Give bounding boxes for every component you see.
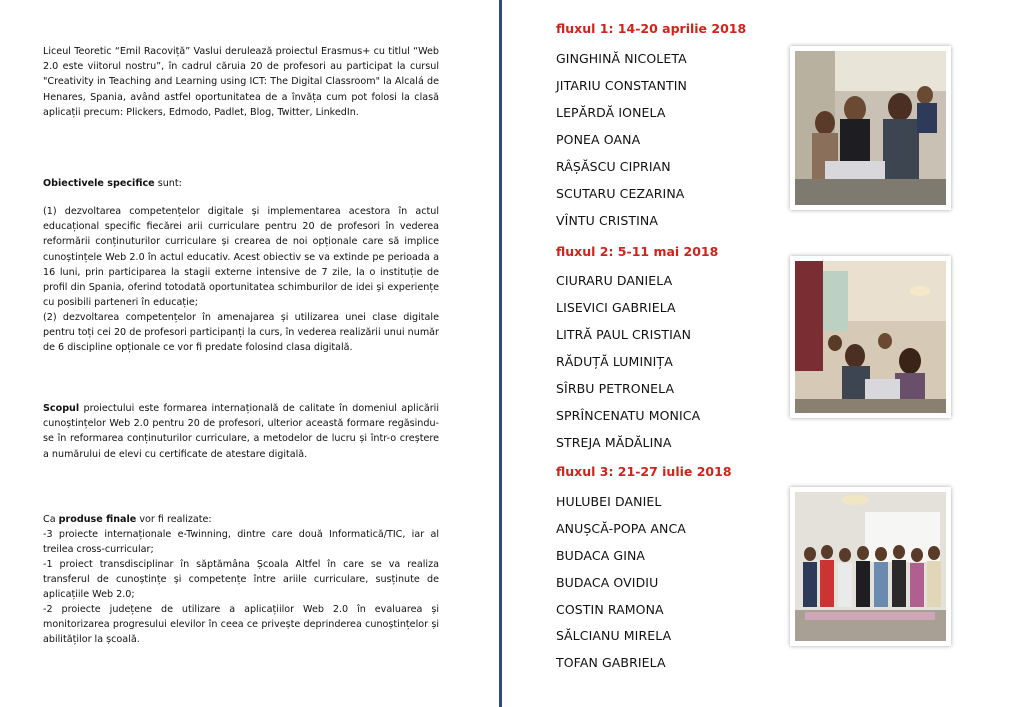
flow-3-name: BUDACA OVIDIU	[556, 575, 659, 590]
flow-1-title: fluxul 1: 14-20 aprilie 2018	[556, 21, 747, 36]
flow-1-name: GINGHINĂ NICOLETA	[556, 51, 687, 66]
flow-2-name: LITRĂ PAUL CRISTIAN	[556, 327, 692, 342]
flow-2-title: fluxul 2: 5-11 mai 2018	[556, 244, 719, 259]
flow-1-name: RÂȘĂSCU CIPRIAN	[556, 159, 671, 174]
flow-3-photo	[790, 487, 951, 646]
flow-2-name: LISEVICI GABRIELA	[556, 300, 676, 315]
product-2: -1 proiect transdisciplinar în săptămâna Școala Altfel în care se va realiza transferul de cunoștințe și competențe între ariile curriculare, susținute de aplicațiile Web 2.0;	[43, 559, 439, 601]
page-divider	[499, 0, 502, 707]
classroom-photo-1	[795, 51, 946, 205]
flow-3-name: HULUBEI DANIEL	[556, 494, 662, 509]
scope-paragraph	[43, 401, 439, 462]
objective-2: (2) dezvoltarea competențelor în amenajarea și utilizarea unei clase digitale pentru toți cei 20 de profesori participanți la curs, în vederea realizării unui număr de 6 discipline opționale ce vor fi predate folosind clasa digitală.	[43, 312, 439, 354]
flow-2-name: STREJA MĂDĂLINA	[556, 435, 672, 450]
flow-2-name: CIURARU DANIELA	[556, 273, 673, 288]
objectives-heading: Obiectivele specifice	[43, 178, 155, 189]
scope-text: proiectului este formarea internațională de calitate în domeniul aplicării cunoștințelor Web 2.0 pentru 20 de profesori, ulterior această formare regăsindu-se în reformarea conținuturilor curriculare, a metodelor de lucru și într-o creștere a numărului de elevi cu certificate de atestare digitală.	[43, 403, 439, 460]
objective-1: (1) dezvoltarea competențelor digitale și implementarea acestora în actul educațional specific fiecărei arii curriculare pentru 20 de profesori în vederea reformării conținuturilor curriculare și crearea de noi opționale care să implice cunoștințele Web 2.0 în actul educativ. Acest obiectiv se va extinde pe perioada a 16 luni, prin participarea la stagii externe intensive de 7 zile, la o instituție de profil din Spania, oferind totodată oportunitatea schimburilor de idei și experiențe cu posibili parteneri în educație;	[43, 206, 439, 309]
classroom-photo-2	[795, 261, 946, 413]
flow-1-name: LEPĂRDĂ IONELA	[556, 105, 666, 120]
flow-1-name: VÎNTU CRISTINA	[556, 213, 659, 228]
intro-paragraph: Liceul Teoretic “Emil Racoviță” Vaslui derulează proiectul Erasmus+ cu titlul “Web 2.0 este viitorul nostru”, în cadrul căruia 20 de profesori au participat la cursul "Creativity in Teaching and Learning using ICT: The Digital Classroom" la Alcalá de Henares, Spania, având astfel oportunitatea de a învăța cum pot folosi la clasă aplicații precum: Plickers, Edmodo, Padlet, Blog, Twitter, LinkedIn.	[43, 46, 439, 118]
flow-3-name: SĂLCIANU MIRELA	[556, 628, 672, 643]
product-1: -3 proiecte internaționale e-Twinning, dintre care două Informatică/TIC, iar al treilea cross-curricular;	[43, 529, 439, 556]
flow-1-photo	[790, 46, 951, 210]
objectives-heading-line	[43, 176, 439, 191]
flow-2-name: SPRÎNCENATU MONICA	[556, 408, 701, 423]
scope-heading: Scopul	[43, 403, 80, 414]
objectives-heading-rest: sunt:	[154, 178, 182, 189]
flow-3-name: COSTIN RAMONA	[556, 602, 664, 617]
group-photo-3	[795, 492, 946, 641]
flow-3-name: BUDACA GINA	[556, 548, 646, 563]
flow-1-name: SCUTARU CEZARINA	[556, 186, 685, 201]
product-3: -2 proiecte județene de utilizare a aplicațiilor Web 2.0 în evaluarea și monitorizarea progresului elevilor în ceea ce privește deprinderea cunoștințelor și abilităților la școală.	[43, 604, 439, 646]
flow-1-name: JITARIU CONSTANTIN	[556, 78, 687, 93]
flow-3-name: ANUȘCĂ-POPA ANCA	[556, 521, 686, 536]
products-heading-line	[43, 512, 439, 527]
flow-2-name: SÎRBU PETRONELA	[556, 381, 675, 396]
flow-3-name: TOFAN GABRIELA	[556, 655, 666, 670]
flow-2-name: RĂDUȚĂ LUMINIȚA	[556, 354, 673, 369]
products-heading: produse finale	[58, 514, 137, 525]
flow-2-photo	[790, 256, 951, 418]
flow-3-title: fluxul 3: 21-27 iulie 2018	[556, 464, 732, 479]
products-prefix: Ca	[43, 514, 59, 525]
products-suffix: vor fi realizate:	[136, 514, 212, 525]
flow-1-name: PONEA OANA	[556, 132, 641, 147]
